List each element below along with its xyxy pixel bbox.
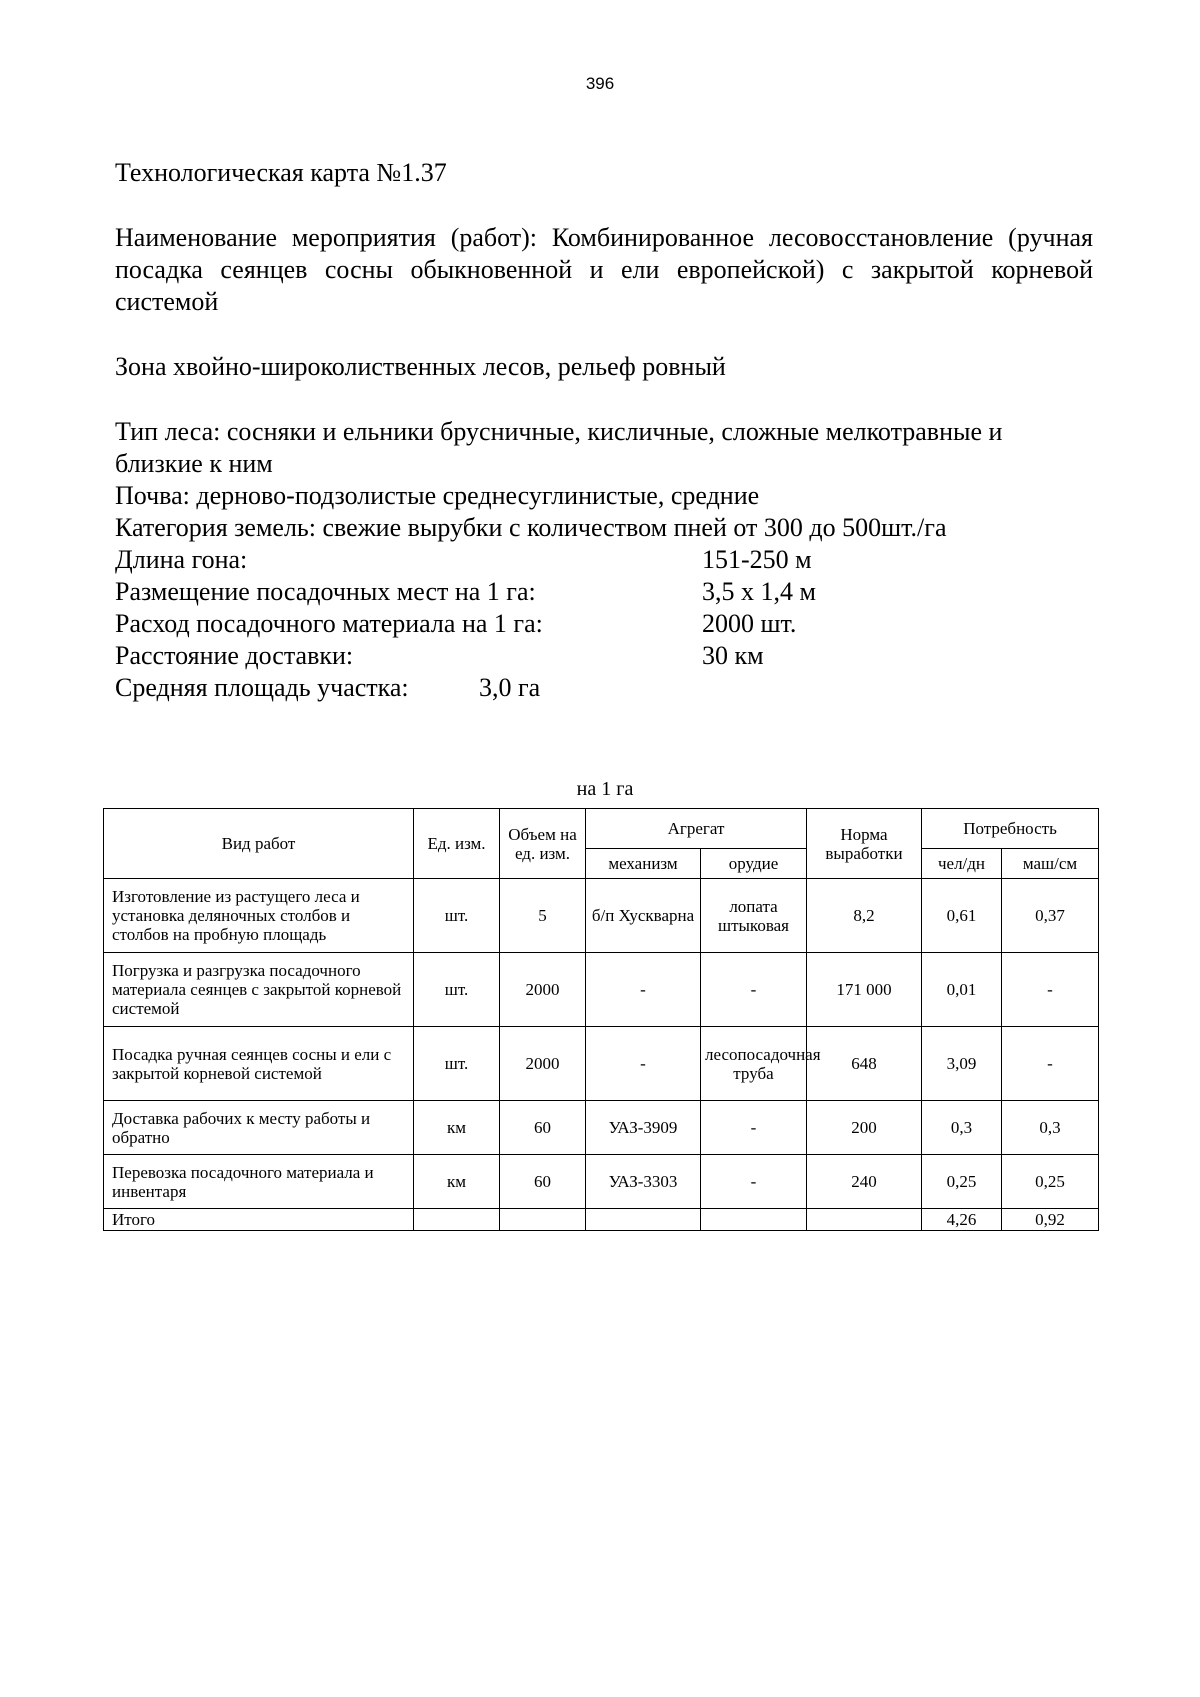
cell-unit: км: [414, 1155, 500, 1209]
cell-tool: -: [701, 1101, 807, 1155]
param-value: 3,0 га: [479, 673, 541, 702]
cell-machine-shifts: 0,3: [1002, 1101, 1099, 1155]
cell-work: Погрузка и разгрузка посадочного материала сеянцев с закрытой корневой системой: [104, 953, 414, 1027]
document-title: Технологическая карта №1.37: [115, 158, 447, 187]
cell-man-days: 0,25: [922, 1155, 1002, 1209]
header-norm: Норма выработки: [807, 809, 922, 879]
header-tool: орудие: [701, 849, 807, 879]
param-value: 2000 шт.: [702, 609, 797, 638]
cell-unit: км: [414, 1101, 500, 1155]
cell-empty: [807, 1209, 922, 1231]
table-row: [104, 1155, 1099, 1209]
cell-total-label: Итого: [104, 1209, 414, 1231]
cell-mechanism: б/п Хускварна: [586, 879, 701, 953]
cell-man-days: 0,61: [922, 879, 1002, 953]
document-body: [115, 157, 1093, 704]
cell-tool: -: [701, 953, 807, 1027]
cell-machine-shifts: 0,37: [1002, 879, 1099, 953]
param-value: 151-250 м: [702, 545, 812, 574]
cell-machine-shifts: 0,25: [1002, 1155, 1099, 1209]
param-value: 30 км: [702, 641, 764, 670]
cell-tool: лесопосадочная труба: [701, 1027, 807, 1101]
cell-volume: 60: [500, 1155, 586, 1209]
cell-unit: шт.: [414, 879, 500, 953]
param-value: 3,5 х 1,4 м: [702, 577, 816, 606]
cell-unit: шт.: [414, 1027, 500, 1101]
table-total-row: [104, 1209, 1099, 1231]
table-caption: на 1 га: [576, 778, 634, 800]
param-row: [115, 544, 1093, 576]
param-label: Расход посадочного материала на 1 га:: [115, 609, 543, 638]
param-row: [115, 608, 1093, 640]
param-label: Длина гона:: [115, 545, 248, 574]
cell-total-machine-shifts: 0,92: [1002, 1209, 1099, 1231]
cell-tool: -: [701, 1155, 807, 1209]
header-aggregate: Агрегат: [586, 809, 807, 849]
param-label: Расстояние доставки:: [115, 641, 354, 670]
land-category: Категория земель: свежие вырубки с количеством пней от 300 до 500шт./га: [115, 513, 947, 542]
cell-empty: [414, 1209, 500, 1231]
header-volume: Объем на ед. изм.: [500, 809, 586, 879]
param-row: [115, 640, 1093, 672]
cell-machine-shifts: -: [1002, 1027, 1099, 1101]
param-row: [115, 672, 1093, 704]
cell-volume: 60: [500, 1101, 586, 1155]
cell-work: Перевозка посадочного материала и инвентаря: [104, 1155, 414, 1209]
header-machine-shifts: маш/см: [1002, 849, 1099, 879]
cell-norm: 240: [807, 1155, 922, 1209]
zone-description: Зона хвойно-широколиственных лесов, рельеф ровный: [115, 352, 726, 381]
table-row: [104, 953, 1099, 1027]
cell-norm: 8,2: [807, 879, 922, 953]
table-row: [104, 1027, 1099, 1101]
soil-description: Почва: дерново-подзолистые среднесуглинистые, средние: [115, 481, 760, 510]
cell-mechanism: УАЗ-3909: [586, 1101, 701, 1155]
table-header-row: [104, 809, 1099, 849]
works-table: [103, 808, 1099, 1231]
cell-man-days: 3,09: [922, 1027, 1002, 1101]
cell-man-days: 0,3: [922, 1101, 1002, 1155]
activity-name: Наименование мероприятия (работ): Комбинированное лесовосстановление (ручная посадка сеянцев сосны обыкновенной и ели европейской) с закрытой корневой системой: [115, 223, 1093, 316]
forest-type: Тип леса: сосняки и ельники брусничные, кисличные, сложные мелкотравные и близкие к ним: [115, 417, 1003, 478]
cell-empty: [586, 1209, 701, 1231]
param-label: Размещение посадочных мест на 1 га:: [115, 577, 536, 606]
header-man-days: чел/дн: [922, 849, 1002, 879]
header-mechanism: механизм: [586, 849, 701, 879]
cell-machine-shifts: -: [1002, 953, 1099, 1027]
cell-norm: 200: [807, 1101, 922, 1155]
header-need: Потребность: [922, 809, 1099, 849]
cell-volume: 5: [500, 879, 586, 953]
cell-norm: 648: [807, 1027, 922, 1101]
cell-volume: 2000: [500, 1027, 586, 1101]
cell-norm: 171 000: [807, 953, 922, 1027]
param-label: Средняя площадь участка:: [115, 673, 409, 702]
header-work-type: Вид работ: [104, 809, 414, 879]
cell-mechanism: -: [586, 1027, 701, 1101]
cell-work: Посадка ручная сеянцев сосны и ели с закрытой корневой системой: [104, 1027, 414, 1101]
cell-work: Изготовление из растущего леса и установка деляночных столбов и столбов на пробную площадь: [104, 879, 414, 953]
cell-man-days: 0,01: [922, 953, 1002, 1027]
param-row: [115, 576, 1093, 608]
cell-mechanism: -: [586, 953, 701, 1027]
cell-total-man-days: 4,26: [922, 1209, 1002, 1231]
table-row: [104, 879, 1099, 953]
cell-mechanism: УАЗ-3303: [586, 1155, 701, 1209]
cell-empty: [500, 1209, 586, 1231]
table-row: [104, 1101, 1099, 1155]
header-unit: Ед. изм.: [414, 809, 500, 879]
cell-tool: лопата штыковая: [701, 879, 807, 953]
cell-volume: 2000: [500, 953, 586, 1027]
page-number: 396: [585, 74, 615, 93]
cell-empty: [701, 1209, 807, 1231]
cell-work: Доставка рабочих к месту работы и обратно: [104, 1101, 414, 1155]
cell-unit: шт.: [414, 953, 500, 1027]
